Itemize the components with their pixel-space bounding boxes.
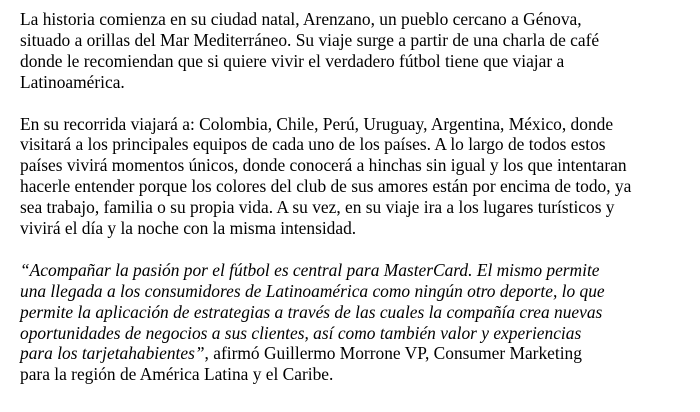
text-line: En su recorrida viajará a: Colombia, Chile, Perú, Uruguay, Argentina, México, donde — [20, 113, 614, 134]
quote-line: permite la aplicación de estrategias a través de las cuales la compañía crea nuevas — [20, 301, 603, 322]
text-line: La historia comienza en su ciudad natal, Arenzano, un pueblo cercano a Génova, — [20, 9, 582, 29]
quote-attribution-line — [20, 343, 692, 364]
text-line: países vivirá momentos únicos, donde conocerá a hinchas sin igual y los que intentaran — [20, 155, 627, 176]
text-line: donde le recomiendan que si quiere vivir el verdadero fútbol tiene que viajar a — [20, 50, 565, 71]
text-line: sea trabajo, familia o su propia vida. A su vez, en su viaje ira a los lugares turísticos y — [20, 197, 615, 218]
quote-closing: para los tarjetahabientes” — [20, 343, 205, 364]
paragraph-itinerary — [20, 114, 692, 239]
text-line: hacerle entender porque los colores del club de sus amores están por encima de todo, ya — [20, 176, 632, 197]
quote-line: oportunidades de negocios a sus clientes, así como también valor y experiencias — [20, 322, 582, 343]
quote-line: una llegada a los consumidores de Latinoamérica como ningún otro deporte, lo que — [20, 280, 605, 301]
text-line: vivirá el día y la noche con la misma intensidad. — [20, 218, 357, 239]
paragraph-intro — [20, 9, 692, 93]
attribution-text: , afirmó Guillermo Morrone VP, Consumer Marketing — [204, 343, 582, 364]
article-body — [20, 9, 692, 406]
paragraph-quote — [20, 260, 692, 385]
text-line: visitará a los principales equipos de cada uno de los países. A lo largo de todos estos — [20, 134, 606, 155]
text-line: Latinoamérica. — [20, 71, 125, 92]
text-line: para la región de América Latina y el Caribe. — [20, 364, 334, 385]
quote-line: “Acompañar la pasión por el fútbol es central para MasterCard. El mismo permite — [20, 259, 600, 280]
text-line: situado a orillas del Mar Mediterráneo. Su viaje surge a partir de una charla de café — [20, 29, 600, 50]
